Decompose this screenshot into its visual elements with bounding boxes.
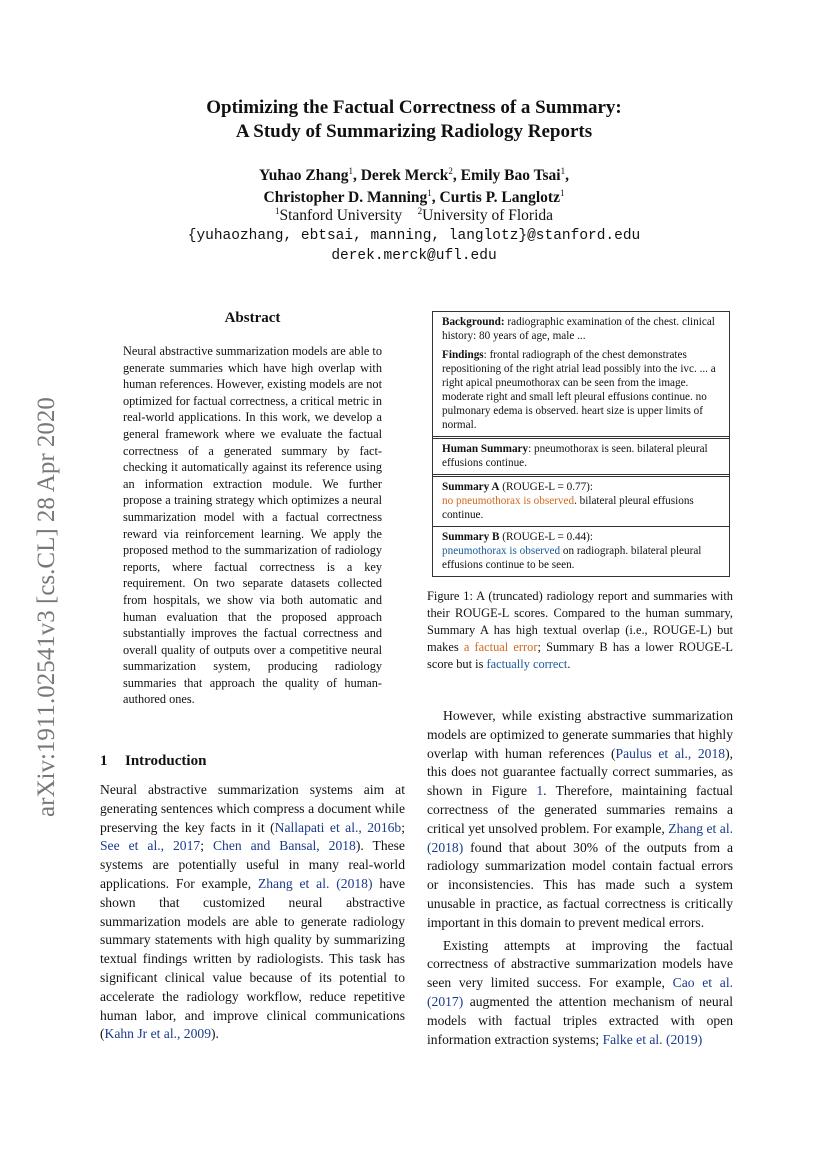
figure-summary-b-section <box>433 526 729 576</box>
body-text: ), this does not guarantee factually correct summaries, as shown in Figure <box>427 745 733 799</box>
paragraph <box>427 707 733 933</box>
author-name: Emily Bao Tsai <box>460 167 561 184</box>
affiliation-number: 2 <box>417 205 423 216</box>
intro-paragraph <box>100 781 405 1044</box>
body-text: . Therefore, maintaining factual correctness of the generated summaries remains a critical yet unsolved problem. For example, <box>427 783 733 836</box>
citation-link[interactable]: Zhang et al. (2018) <box>427 820 733 855</box>
section-heading <box>100 753 206 770</box>
email-line-2: derek.merck@ufl.edu <box>331 248 497 264</box>
caption-text: . <box>567 657 571 671</box>
summary-b-text: on radiograph. bilateral pleural effusions continue to be seen. <box>442 545 702 571</box>
author-affiliation-mark: 1 <box>560 165 566 176</box>
figure-1-caption <box>427 588 733 673</box>
affiliations <box>0 206 828 226</box>
summary-a-error-text: no pneumothorax is observed <box>442 495 575 507</box>
author-name: Christopher D. Manning <box>263 189 428 206</box>
caption-error-highlight: a factual error <box>463 640 538 654</box>
summary-a-label: Summary A <box>442 481 500 493</box>
paper-title <box>0 96 828 144</box>
figure-summary-a-section <box>433 474 729 526</box>
author-name: Curtis P. Langlotz <box>439 189 560 206</box>
caption-correct-highlight: factually correct <box>486 657 568 671</box>
arxiv-sidebar <box>22 362 72 852</box>
citation-link[interactable]: Chen and Bansal, 2018 <box>212 838 356 854</box>
author-affiliation-mark: 1 <box>427 187 432 198</box>
affiliation-name: Stanford University <box>279 207 403 224</box>
figure-background-section <box>433 312 729 436</box>
citation-link[interactable]: Zhang et al. (2018) <box>257 875 373 891</box>
author-line-1: Yuhao Zhang$^1$, Derek Merck$^2$, Emily Bao Tsai$^1$, <box>259 165 569 184</box>
caption-text: ; Summary B has a lower ROUGE-L score but is <box>427 640 733 671</box>
summary-a-score: (ROUGE-L = 0.77): <box>499 481 594 493</box>
author-emails <box>0 226 828 266</box>
abstract-text: Neural abstractive summarization models are able to generate summaries which have high overlap with human references. However, existing models are not optimized for factual correctness, a critical metric in real-world applications. In this work, we develop a general framework where we evaluate the factual correctness of a generated summary by fact-checking it automatically against its reference using an information extraction module. We further propose a training strategy which optimizes a neural summarization model with a factual correctness reward via reinforcement learning. We apply the proposed method to the summarization of radiology reports, where factual correctness is a key requirement. On two separate datasets collected from hospitals, we show via both automatic and human evaluation that the proposed approach substantially improves the factual correctness and overall quality of outputs over a competitive neural summarization system, producing radiology summaries that approach the quality of human-authored ones. <box>123 344 382 707</box>
summary-a-text: . bilateral pleural effusions continue. <box>442 495 694 521</box>
section-number: 1 <box>100 753 108 769</box>
body-text: ; <box>200 838 213 854</box>
citation-link[interactable]: Falke et al. (2019) <box>602 1031 703 1047</box>
title-line-2: A Study of Summarizing Radiology Reports <box>235 121 593 142</box>
background-text: radiographic examination of the chest. clinical history: 80 years of age, male ... <box>442 316 715 342</box>
citation-link[interactable]: Kahn Jr et al., 2009 <box>104 1026 211 1042</box>
figure-1-box <box>432 311 730 577</box>
citation-link[interactable]: Cao et al. (2017) <box>427 975 733 1009</box>
body-text: have shown that customized neural abstractive summarization models are able to generate radiology summary statements with high quality by summarizing textual findings written by radiologists. This task has significant clinical value because of its potential to accelerate the radiology workflow, reduce repetitive human labor, and improve clinical communications ( <box>100 875 405 1042</box>
author-name: Derek Merck <box>360 167 449 184</box>
body-text: augmented the attention mechanism of neural models with factual triples extracted with open information extraction systems; <box>427 993 733 1047</box>
citation-link[interactable]: See et al., 2017 <box>100 838 201 854</box>
citation-link[interactable]: Paulus et al., 2018 <box>615 745 726 761</box>
figure-human-summary-section <box>433 436 729 474</box>
findings-text: : frontal radiograph of the chest demonstrates repositioning of the right atrial lead possibly into the ivc. ... a right apical pneumothorax can be seen from the image. moderate right and small left pleural effusions continue. no pulmonary edema is observed. heart size is upper limits of normal. <box>442 349 716 431</box>
caption-text: Figure 1: A (truncated) radiology report and summaries with their ROUGE-L scores. Compared to the human summary, Summary A has high textual overlap (i.e., ROUGE-L) but makes <box>427 589 733 654</box>
summary-b-score: (ROUGE-L = 0.44): <box>499 531 594 543</box>
author-list <box>0 165 828 209</box>
body-text: ; <box>401 819 405 835</box>
figure-reference-link[interactable]: 1 <box>536 783 544 799</box>
author-affiliation-mark: 2 <box>448 165 453 176</box>
human-summary-text: : pneumothorax is seen. bilateral pleural effusions continue. <box>442 443 708 469</box>
summary-b-label: Summary B <box>442 531 500 543</box>
body-text: Neural abstractive summarization systems aim at generating sentences which compress a document while preserving the key facts in it ( <box>100 782 405 835</box>
author-affiliation-mark: 1 <box>559 187 565 198</box>
author-line-2: Christopher D. Manning$^1$, Curtis P. Langlotz$^1$ <box>263 187 565 206</box>
affiliation-number: 1 <box>274 205 280 216</box>
title-line-1: Optimizing the Factual Correctness of a Summary: <box>206 97 622 118</box>
email-line-1: {yuhaozhang, ebtsai, manning, langlotz}@stanford.edu <box>187 228 641 244</box>
author-affiliation-mark: 1 <box>348 165 353 176</box>
human-summary-label: Human Summary <box>442 443 529 455</box>
background-label: Background: <box>442 316 505 328</box>
findings-label: Findings <box>442 349 484 361</box>
body-text: ). <box>211 1026 219 1042</box>
body-text: Existing attempts at improving the factual correctness of abstractive summarization models have seen very limited success. For example, <box>427 937 733 991</box>
paragraph <box>427 937 733 1050</box>
abstract-heading: Abstract <box>224 310 281 326</box>
body-text: found that about 30% of the outputs from a radiology summarization model contain factual errors or inconsistencies. This has made such a system unusable in practice, as factual correctness is critically important in this domain to prevent medical errors. <box>427 839 733 930</box>
citation-link[interactable]: Nallapati et al., 2016b <box>274 819 402 835</box>
section-title: Introduction <box>125 753 207 769</box>
arxiv-identifier: arXiv:1911.02541v3 [cs.CL] 28 Apr 2020 <box>33 397 60 817</box>
right-column-text <box>427 707 733 1049</box>
body-text: ). These systems are potentially useful in many real-world applications. For example, <box>100 838 405 891</box>
affiliation-name: University of Florida <box>422 207 554 224</box>
summary-b-correct-text: pneumothorax is observed <box>442 545 561 557</box>
author-name: Yuhao Zhang <box>259 167 349 184</box>
body-text: However, while existing abstractive summarization models are optimized to generate summaries that highly overlap with human references ( <box>427 708 733 761</box>
